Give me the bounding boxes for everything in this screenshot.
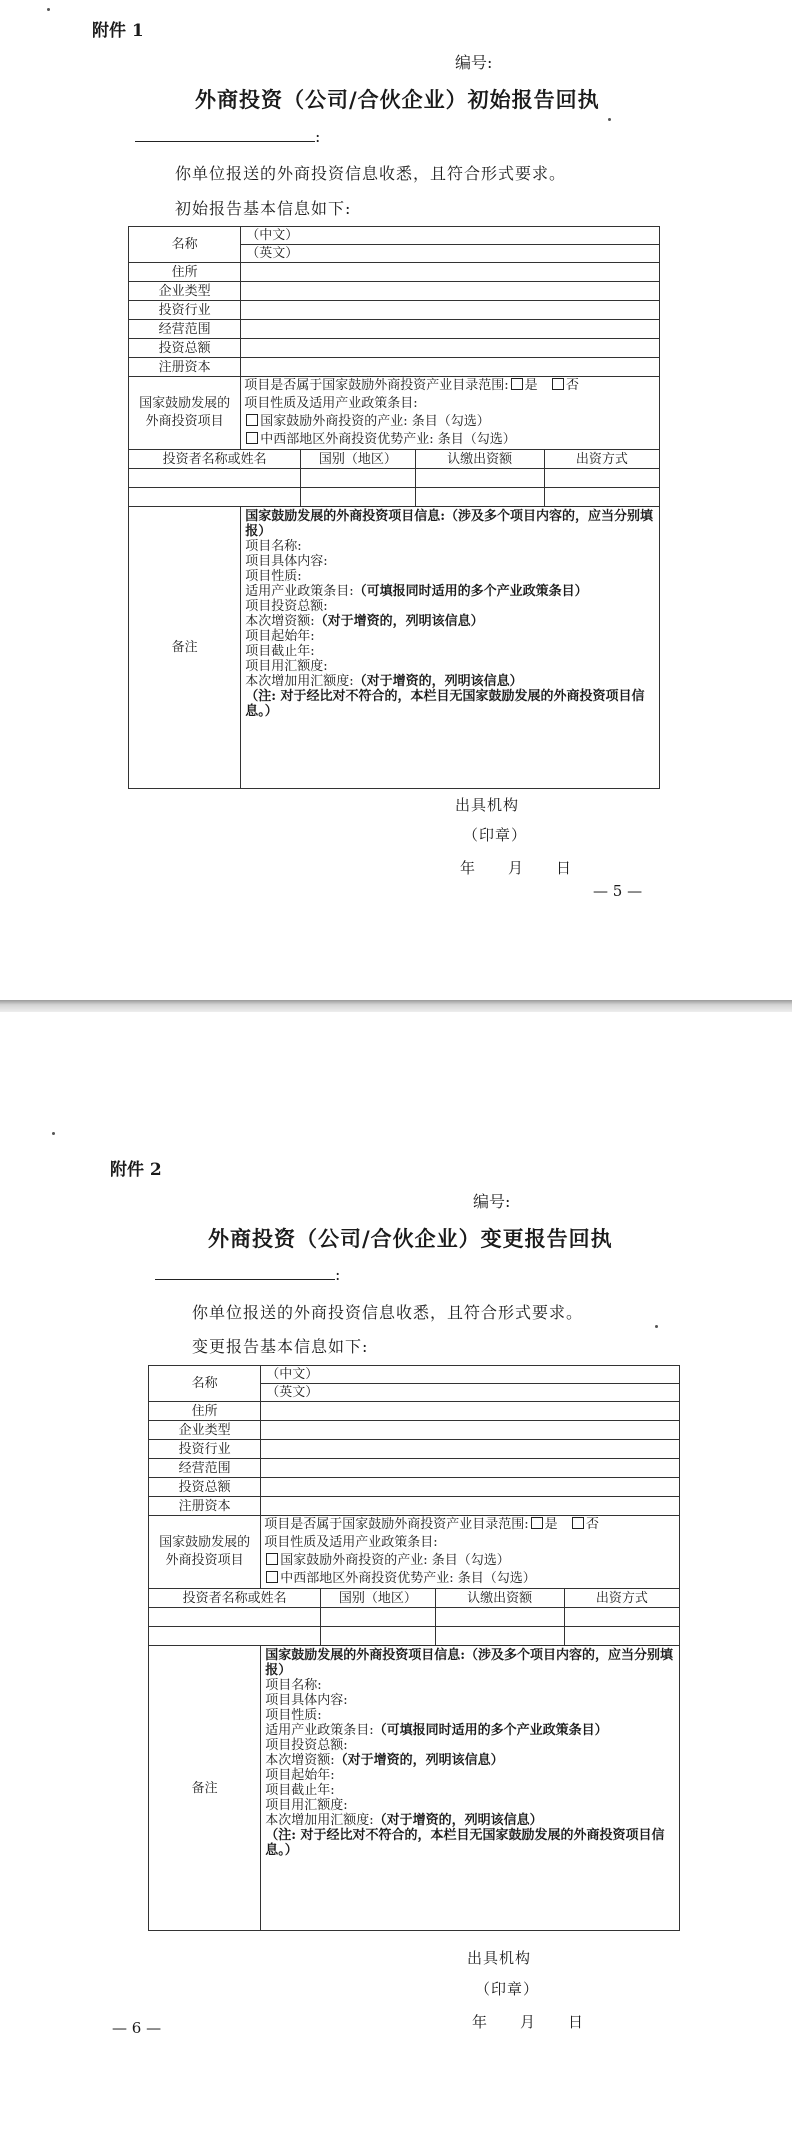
remark-line: 项目截止年:: [245, 644, 315, 659]
encouraged-project-label: 国家鼓励发展的外商投资项目: [129, 377, 241, 450]
scan-speck: [608, 118, 611, 121]
remark-line: 项目名称:: [265, 1678, 322, 1693]
remark-line: 项目投资总额:: [265, 1738, 348, 1753]
remark-line: 项目截止年:: [265, 1783, 335, 1798]
remark-line: 本次增资额:（对于增资的，列明该信息）: [245, 614, 484, 629]
scan-speck: [655, 1325, 658, 1328]
investor-country-header: 国别（地区）: [321, 1589, 435, 1608]
name-english-field: （英文）: [266, 1385, 319, 1400]
name-label: 名称: [149, 1366, 261, 1402]
receipt-statement: 你单位报送的外商投资信息收悉，且符合形式要求。: [175, 164, 567, 183]
remark-line: 项目起始年:: [245, 629, 315, 644]
registered-capital-label: 注册资本: [129, 358, 241, 377]
remark-line: 项目用汇额度:: [245, 659, 328, 674]
remark-line: 本次增加用汇额度:（对于增资的，列明该信息）: [245, 674, 523, 689]
remark-line: 项目性质:: [265, 1708, 322, 1723]
basic-info-intro: 初始报告基本信息如下:: [175, 199, 352, 218]
subscribed-capital-header: 认缴出资额: [435, 1589, 564, 1608]
remark-line: 项目性质:: [245, 569, 302, 584]
remark-line: 项目具体内容:: [245, 554, 328, 569]
investor-country-header: 国别（地区）: [301, 450, 415, 469]
name-chinese-field: （中文）: [241, 227, 660, 245]
contribution-method-header: 出资方式: [544, 450, 659, 469]
attachment-label: 附件 2: [110, 1160, 162, 1180]
encouraged-industry-checkbox[interactable]: [246, 414, 258, 426]
document-title: 外商投资（公司/合伙企业）初始报告回执: [195, 87, 600, 112]
encouraged-project-label: 国家鼓励发展的外商投资项目: [149, 1516, 261, 1589]
remark-line: 适用产业政策条目:（可填报同时适用的多个产业政策条目）: [245, 584, 588, 599]
receipt-statement: 你单位报送的外商投资信息收悉，且符合形式要求。: [192, 1303, 584, 1322]
seal-label: （印章）: [475, 1980, 540, 1998]
yes-checkbox[interactable]: [511, 378, 523, 390]
no-checkbox[interactable]: [552, 378, 564, 390]
address-label: 住所: [149, 1402, 261, 1421]
central-western-checkbox[interactable]: [246, 432, 258, 444]
page-number: — 5 —: [593, 882, 643, 900]
remarks-label: 备注: [129, 507, 241, 789]
encouraged-industry-option: 国家鼓励外商投资的产业: 条目（勾选）: [264, 1552, 676, 1570]
name-english-field: （英文）: [246, 246, 299, 261]
subscribed-capital-header: 认缴出资额: [415, 450, 544, 469]
no-checkbox[interactable]: [572, 1517, 584, 1529]
registered-capital-label: 注册资本: [149, 1497, 261, 1516]
report-info-table: [148, 1365, 680, 1931]
page-number: — 6 —: [112, 2019, 162, 2037]
name-chinese-field: （中文）: [261, 1366, 680, 1384]
serial-number-label: 编号:: [473, 1192, 511, 1211]
scan-speck: [52, 1132, 55, 1135]
recipient-blank: :: [155, 1265, 340, 1284]
remarks-note: （注: 对于经比对不符合的，本栏目无国家鼓励发展的外商投资项目信息。）: [245, 689, 645, 719]
attachment-label: 附件 1: [92, 21, 144, 41]
page-separator: [0, 1000, 792, 1012]
issuing-authority: 出具机构: [467, 1949, 532, 1967]
basic-info-intro: 变更报告基本信息如下:: [192, 1337, 369, 1356]
remark-line: 项目用汇额度:: [265, 1798, 348, 1813]
remark-line: 项目投资总额:: [245, 599, 328, 614]
yes-checkbox[interactable]: [531, 1517, 543, 1529]
investor-name-header: 投资者名称或姓名: [129, 450, 301, 469]
remark-lines: [265, 1678, 675, 1828]
remark-line: 本次增资额:（对于增资的，列明该信息）: [265, 1753, 504, 1768]
address-label: 住所: [129, 263, 241, 282]
remarks-heading: 国家鼓励发展的外商投资项目信息:（涉及多个项目内容的，应当分别填报）: [245, 509, 654, 539]
name-label: 名称: [129, 227, 241, 263]
total-investment-label: 投资总额: [149, 1478, 261, 1497]
encouraged-question: 项目是否属于国家鼓励外商投资产业目录范围: 是 否: [264, 1517, 600, 1532]
recipient-blank: :: [135, 127, 320, 146]
remarks-label: 备注: [149, 1646, 261, 1931]
policy-item-label: 项目性质及适用产业政策条目:: [264, 1535, 438, 1550]
page-attachment-2: [0, 1012, 792, 2135]
central-western-option: 中西部地区外商投资优势产业: 条目（勾选）: [244, 431, 656, 449]
remarks-heading: 国家鼓励发展的外商投资项目信息:（涉及多个项目内容的，应当分别填报）: [265, 1648, 674, 1678]
remark-line: 项目名称:: [245, 539, 302, 554]
date-line: 年 月 日: [472, 2013, 585, 2031]
remark-line: 本次增加用汇额度:（对于增资的，列明该信息）: [265, 1813, 543, 1828]
report-info-table: [128, 226, 660, 789]
total-investment-label: 投资总额: [129, 339, 241, 358]
remarks-content: [241, 507, 660, 789]
remark-line: 项目具体内容:: [265, 1693, 348, 1708]
remarks-content: [261, 1646, 680, 1931]
date-line: 年 月 日: [460, 859, 573, 877]
page-attachment-1: [0, 0, 792, 1000]
enterprise-type-label: 企业类型: [149, 1421, 261, 1440]
remark-line: 项目起始年:: [265, 1768, 335, 1783]
encouraged-industry-option: 国家鼓励外商投资的产业: 条目（勾选）: [244, 413, 656, 431]
policy-item-label: 项目性质及适用产业政策条目:: [244, 396, 418, 411]
serial-number-label: 编号:: [455, 53, 493, 72]
investor-name-header: 投资者名称或姓名: [149, 1589, 321, 1608]
contribution-method-header: 出资方式: [564, 1589, 679, 1608]
encouraged-industry-checkbox[interactable]: [266, 1553, 278, 1565]
industry-label: 投资行业: [129, 301, 241, 320]
business-scope-label: 经营范围: [129, 320, 241, 339]
enterprise-type-label: 企业类型: [129, 282, 241, 301]
remarks-note: （注: 对于经比对不符合的，本栏目无国家鼓励发展的外商投资项目信息。）: [265, 1828, 665, 1858]
central-western-option: 中西部地区外商投资优势产业: 条目（勾选）: [264, 1570, 676, 1588]
encouraged-question: 项目是否属于国家鼓励外商投资产业目录范围: 是 否: [244, 378, 580, 393]
scan-speck: [47, 8, 50, 11]
industry-label: 投资行业: [149, 1440, 261, 1459]
seal-label: （印章）: [463, 826, 528, 844]
remark-lines: [245, 539, 655, 689]
remark-line: 适用产业政策条目:（可填报同时适用的多个产业政策条目）: [265, 1723, 608, 1738]
business-scope-label: 经营范围: [149, 1459, 261, 1478]
issuing-authority: 出具机构: [455, 796, 520, 814]
central-western-checkbox[interactable]: [266, 1571, 278, 1583]
document-title: 外商投资（公司/合伙企业）变更报告回执: [208, 1226, 613, 1251]
